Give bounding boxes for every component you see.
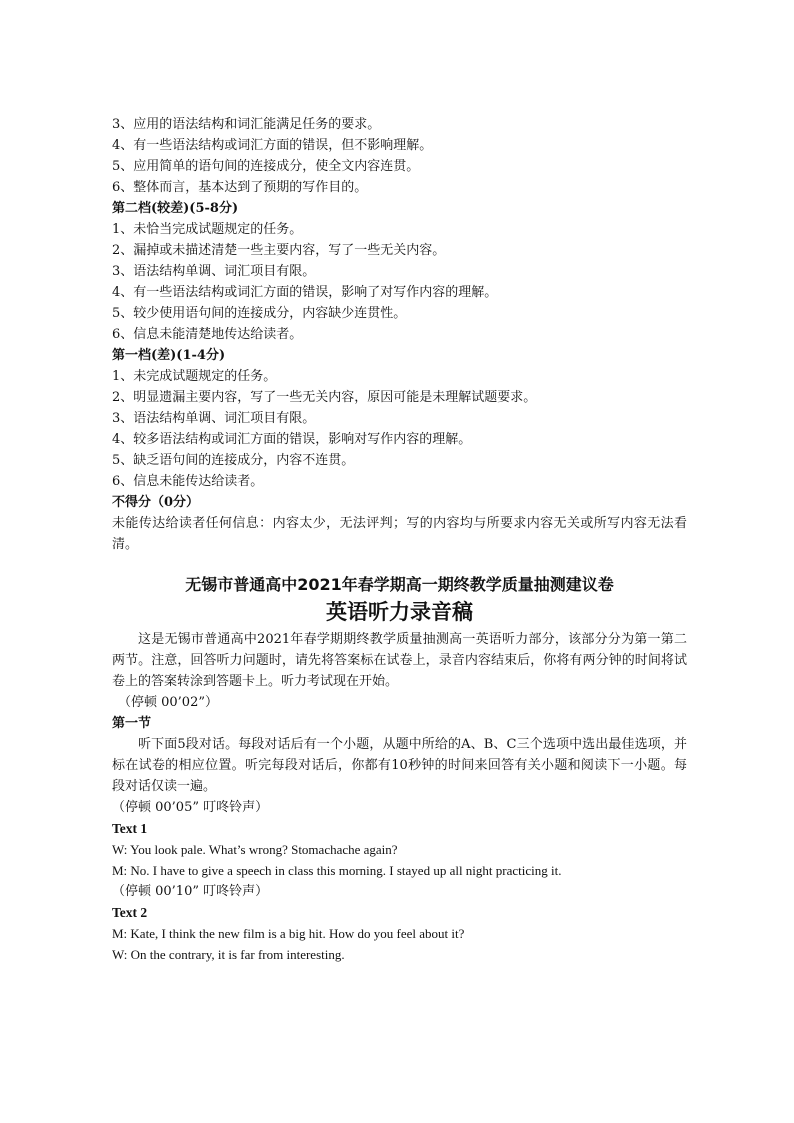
pause-note: （停顿 00’10” 叮咚铃声） [112, 884, 269, 899]
criteria-item: 4、有一些语法结构或词汇方面的错误，但不影响理解。 [112, 138, 433, 153]
criteria-list-top [112, 114, 687, 198]
criteria-item: 2、明显遗漏主要内容，写了一些无关内容，原因可能是未理解试题要求。 [112, 390, 537, 405]
zero-score-heading: 不得分（0分） [112, 495, 200, 510]
criteria-item: 6、信息未能清楚地传达给读者。 [112, 327, 303, 342]
zero-score-text: 未能传达给读者任何信息：内容太少，无法评判；写的内容均与所要求内容无关或所写内容无法看清。 [112, 516, 687, 552]
criteria-item: 5、应用简单的语句间的连接成分，使全文内容连贯。 [112, 159, 420, 174]
document-subtitle: 英语听力录音稿 [326, 600, 473, 624]
criteria-item: 3、语法结构单调、词汇项目有限。 [112, 411, 316, 426]
grade-1-heading: 第一档(差)(1-4分) [112, 348, 226, 363]
zero-score-section [112, 492, 687, 555]
criteria-item: 4、有一些语法结构或词汇方面的错误，影响了对写作内容的理解。 [112, 285, 498, 300]
pause-note: （停顿 00’02”） [118, 695, 218, 710]
criteria-item: 3、应用的语法结构和词汇能满足任务的要求。 [112, 117, 381, 132]
criteria-item: 4、较多语法结构或词汇方面的错误，影响对写作内容的理解。 [112, 432, 472, 447]
grade-1-section [112, 345, 687, 492]
pause-note: （停顿 00’05” 叮咚铃声） [112, 800, 269, 815]
dialogue-line: W: You look pale. What’s wrong? Stomachache again? [112, 842, 398, 857]
criteria-item: 3、语法结构单调、词汇项目有限。 [112, 264, 316, 279]
grade-2-section [112, 198, 687, 345]
document-title: 无锡市普通高中2021年春学期高一期终教学质量抽测建议卷 [185, 575, 614, 594]
section-1-instructions: 听下面5段对话。每段对话后有一个小题，从题中所给的A、B、C三个选项中选出最佳选项，并标在试卷的相应位置。听完每段对话后，你都有10秒钟的时间来回答有关小题和阅读下一小题。每段对话仅读一遍。 [112, 737, 687, 794]
dialogue-line: W: On the contrary, it is far from interesting. [112, 947, 345, 962]
criteria-item: 6、信息未能传达给读者。 [112, 474, 264, 489]
dialogue-line: M: No. I have to give a speech in class this morning. I stayed up all night practicing it. [112, 863, 562, 878]
criteria-item: 1、未完成试题规定的任务。 [112, 369, 277, 384]
grade-2-heading: 第二档(较差)(5-8分) [112, 201, 239, 216]
text-1-heading: Text 1 [112, 821, 148, 836]
criteria-item: 1、未恰当完成试题规定的任务。 [112, 222, 303, 237]
text-2-heading: Text 2 [112, 905, 148, 920]
criteria-item: 5、较少使用语句间的连接成分，内容缺少连贯性。 [112, 306, 407, 321]
intro-paragraph: 这是无锡市普通高中2021年春学期期终教学质量抽测高一英语听力部分，该部分分为第一第二两节。注意，回答听力问题时，请先将答案标在试卷上，录音内容结束后，你将有两分钟的时间将试卷上的答案转涂到答题卡上。听力考试现在开始。 [112, 632, 687, 689]
dialogue-line: M: Kate, I think the new film is a big hit. How do you feel about it? [112, 926, 465, 941]
criteria-item: 2、漏掉或未描述清楚一些主要内容，写了一些无关内容。 [112, 243, 446, 258]
section-1-heading: 第一节 [112, 716, 152, 731]
document-page [112, 114, 687, 965]
criteria-item: 5、缺乏语句间的连接成分，内容不连贯。 [112, 453, 355, 468]
criteria-item: 6、整体而言，基本达到了预期的写作目的。 [112, 180, 368, 195]
